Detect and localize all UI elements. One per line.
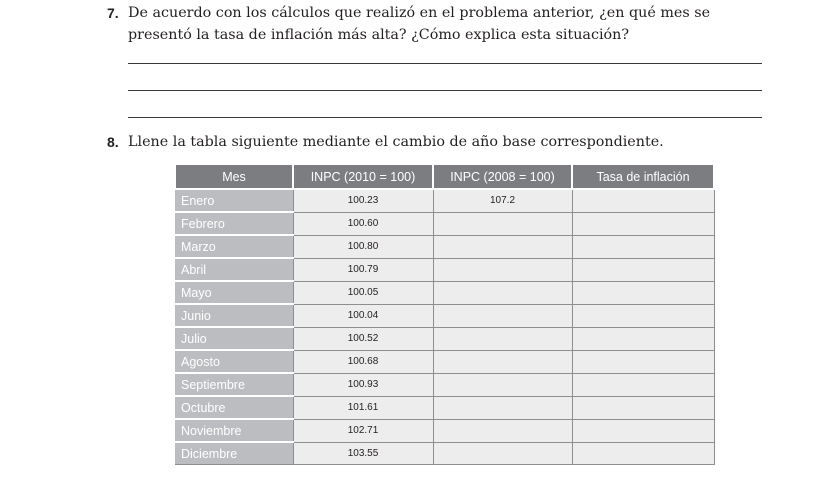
table-row — [175, 235, 714, 258]
tasa-inflacion-cell[interactable] — [572, 258, 714, 281]
table-row — [175, 281, 714, 304]
inpc-2010-cell: 100.68 — [293, 350, 433, 373]
tasa-inflacion-cell[interactable] — [572, 350, 714, 373]
tasa-inflacion-cell[interactable] — [572, 419, 714, 442]
inpc-2008-cell[interactable] — [433, 281, 572, 304]
inpc-2010-cell: 100.93 — [293, 373, 433, 396]
inpc-2010-cell: 100.23 — [293, 189, 433, 212]
tasa-inflacion-cell[interactable] — [572, 212, 714, 235]
question-number: 7. — [107, 5, 119, 21]
month-cell: Julio — [175, 327, 293, 350]
tasa-inflacion-cell[interactable] — [572, 327, 714, 350]
table-row — [175, 373, 714, 396]
inpc-2010-cell: 100.79 — [293, 258, 433, 281]
month-cell: Mayo — [175, 281, 293, 304]
table-row — [175, 442, 714, 465]
month-cell: Noviembre — [175, 419, 293, 442]
inpc-2008-cell[interactable] — [433, 442, 572, 465]
question-number: 8. — [107, 134, 119, 150]
month-cell: Septiembre — [175, 373, 293, 396]
tasa-inflacion-cell[interactable] — [572, 281, 714, 304]
inpc-2008-cell[interactable] — [433, 373, 572, 396]
table-row — [175, 396, 714, 419]
table-row — [175, 258, 714, 281]
inpc-2008-cell[interactable] — [433, 235, 572, 258]
answer-line[interactable] — [128, 63, 762, 64]
answer-line[interactable] — [128, 90, 762, 91]
question-text: De acuerdo con los cálculos que realizó en el problema anterior, ¿en qué mes se presentó la tasa de inflación más alta? ¿Cómo explica esta situación? — [128, 5, 711, 43]
tasa-inflacion-cell[interactable] — [572, 396, 714, 419]
month-cell: Marzo — [175, 235, 293, 258]
inpc-2010-cell: 103.55 — [293, 442, 433, 465]
question-text: Llene la tabla siguiente mediante el cambio de año base correspondiente. — [128, 134, 664, 150]
header-inpc-2010: INPC (2010 = 100) — [293, 164, 433, 189]
answer-line[interactable] — [128, 117, 762, 118]
table-row — [175, 327, 714, 350]
inpc-2010-cell: 102.71 — [293, 419, 433, 442]
inpc-2008-cell[interactable] — [433, 304, 572, 327]
table-row — [175, 189, 714, 212]
inpc-2008-cell[interactable] — [433, 327, 572, 350]
inpc-2008-cell[interactable]: 107.2 — [433, 189, 572, 212]
inpc-2010-cell: 100.52 — [293, 327, 433, 350]
table-row — [175, 212, 714, 235]
tasa-inflacion-cell[interactable] — [572, 304, 714, 327]
month-cell: Agosto — [175, 350, 293, 373]
table-header-row — [175, 164, 714, 189]
month-cell: Febrero — [175, 212, 293, 235]
tasa-inflacion-cell[interactable] — [572, 373, 714, 396]
month-cell: Enero — [175, 189, 293, 212]
inpc-2008-cell[interactable] — [433, 350, 572, 373]
table-body — [175, 189, 714, 465]
header-tasa-inflacion: Tasa de inflación — [572, 164, 714, 189]
tasa-inflacion-cell[interactable] — [572, 442, 714, 465]
table-row — [175, 304, 714, 327]
header-inpc-2008: INPC (2008 = 100) — [433, 164, 572, 189]
tasa-inflacion-cell[interactable] — [572, 235, 714, 258]
question-8 — [107, 131, 767, 153]
table-row — [175, 419, 714, 442]
inpc-2010-cell: 101.61 — [293, 396, 433, 419]
inpc-2008-cell[interactable] — [433, 419, 572, 442]
inpc-2008-cell[interactable] — [433, 258, 572, 281]
tasa-inflacion-cell[interactable] — [572, 189, 714, 212]
inpc-2010-cell: 100.80 — [293, 235, 433, 258]
question-7 — [107, 2, 767, 46]
table-row — [175, 350, 714, 373]
inpc-2010-cell: 100.05 — [293, 281, 433, 304]
header-mes: Mes — [175, 164, 293, 189]
inpc-2008-cell[interactable] — [433, 212, 572, 235]
month-cell: Diciembre — [175, 442, 293, 465]
month-cell: Octubre — [175, 396, 293, 419]
inpc-2010-cell: 100.60 — [293, 212, 433, 235]
inflation-table — [174, 163, 715, 465]
inpc-2010-cell: 100.04 — [293, 304, 433, 327]
inpc-2008-cell[interactable] — [433, 396, 572, 419]
month-cell: Abril — [175, 258, 293, 281]
month-cell: Junio — [175, 304, 293, 327]
